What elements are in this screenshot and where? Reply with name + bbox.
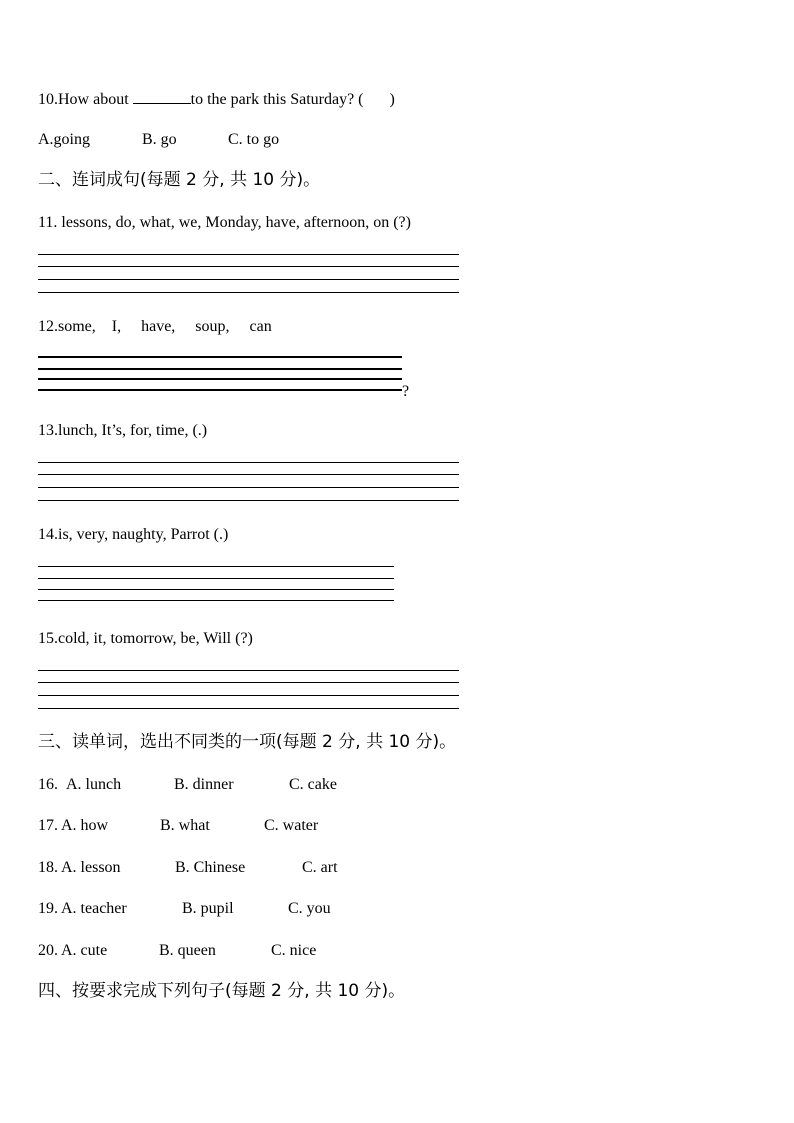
- q20-option-c: C. nice: [271, 942, 317, 959]
- q17-option-a: A. how: [61, 817, 109, 834]
- q16-option-b: B. dinner: [174, 776, 234, 793]
- q12-prompt: 12.some, I, have, soup, can: [38, 318, 272, 335]
- answer-line: [38, 566, 394, 567]
- answer-line: [38, 500, 459, 501]
- q17-option-b: B. what: [160, 817, 210, 834]
- q19-row: [38, 899, 331, 919]
- section4-heading: 四、按要求完成下列句子(每题 2 分, 共 10 分)。: [38, 981, 406, 1001]
- q10-option-a: A.going: [38, 131, 90, 148]
- answer-line: [38, 462, 459, 463]
- section2-heading: 二、连词成句(每题 2 分, 共 10 分)。: [38, 170, 321, 190]
- q10-answer-blank[interactable]: [133, 88, 191, 104]
- answer-line: [38, 254, 459, 255]
- q10-option-c: C. to go: [228, 131, 280, 148]
- q19-option-c: C. you: [288, 900, 331, 917]
- answer-line: [38, 474, 459, 475]
- q19-number: 19.: [38, 900, 58, 917]
- q10-options: [38, 130, 279, 150]
- q16-number: 16.: [38, 776, 58, 793]
- q16-option-c: C. cake: [289, 776, 337, 793]
- answer-line: [38, 356, 402, 358]
- section3-heading: 三、读单词，选出不同类的一项(每题 2 分, 共 10 分)。: [38, 732, 457, 752]
- q17-row: [38, 816, 318, 836]
- q14-prompt: 14.is, very, naughty, Parrot (.): [38, 526, 229, 543]
- q19-option-b: B. pupil: [182, 900, 234, 917]
- q16-row: [38, 775, 337, 795]
- q17-number: 17.: [38, 817, 58, 834]
- q10-paren-close: ): [389, 91, 395, 108]
- q20-option-b: B. queen: [159, 942, 216, 959]
- answer-line: [38, 266, 459, 267]
- q11-prompt: 11. lessons, do, what, we, Monday, have, afternoon, on (?): [38, 214, 411, 231]
- answer-line: [38, 600, 394, 601]
- answer-line: [38, 378, 402, 380]
- answer-line: [38, 695, 459, 696]
- q17-option-c: C. water: [264, 817, 319, 834]
- q12-end-mark: ?: [402, 383, 410, 400]
- answer-line: [38, 589, 394, 590]
- q18-row: [38, 858, 338, 878]
- q20-row: [38, 941, 316, 961]
- answer-line: [38, 279, 459, 280]
- q10-text-before: How about: [58, 91, 133, 108]
- answer-line: [38, 682, 459, 683]
- q20-option-a: A. cute: [61, 942, 108, 959]
- answer-line: [38, 368, 402, 370]
- q19-option-a: A. teacher: [61, 900, 127, 917]
- q10-option-b: B. go: [142, 131, 177, 148]
- q18-option-a: A. lesson: [61, 859, 121, 876]
- q15-prompt: 15.cold, it, tomorrow, be, Will (?): [38, 630, 253, 647]
- q10-stem: [38, 88, 395, 110]
- answer-line: [38, 389, 402, 391]
- q20-number: 20.: [38, 942, 58, 959]
- answer-line: [38, 578, 394, 579]
- answer-line: [38, 292, 459, 293]
- answer-line: [38, 487, 459, 488]
- answer-line: [38, 708, 459, 709]
- q18-option-b: B. Chinese: [175, 859, 246, 876]
- q13-prompt: 13.lunch, It’s, for, time, (.): [38, 422, 208, 439]
- q10-text-after: to the park this Saturday? (: [190, 91, 364, 108]
- q18-option-c: C. art: [302, 859, 338, 876]
- q18-number: 18.: [38, 859, 58, 876]
- q16-option-a: A. lunch: [66, 776, 122, 793]
- answer-line: [38, 670, 459, 671]
- q10-number: 10.: [38, 91, 58, 108]
